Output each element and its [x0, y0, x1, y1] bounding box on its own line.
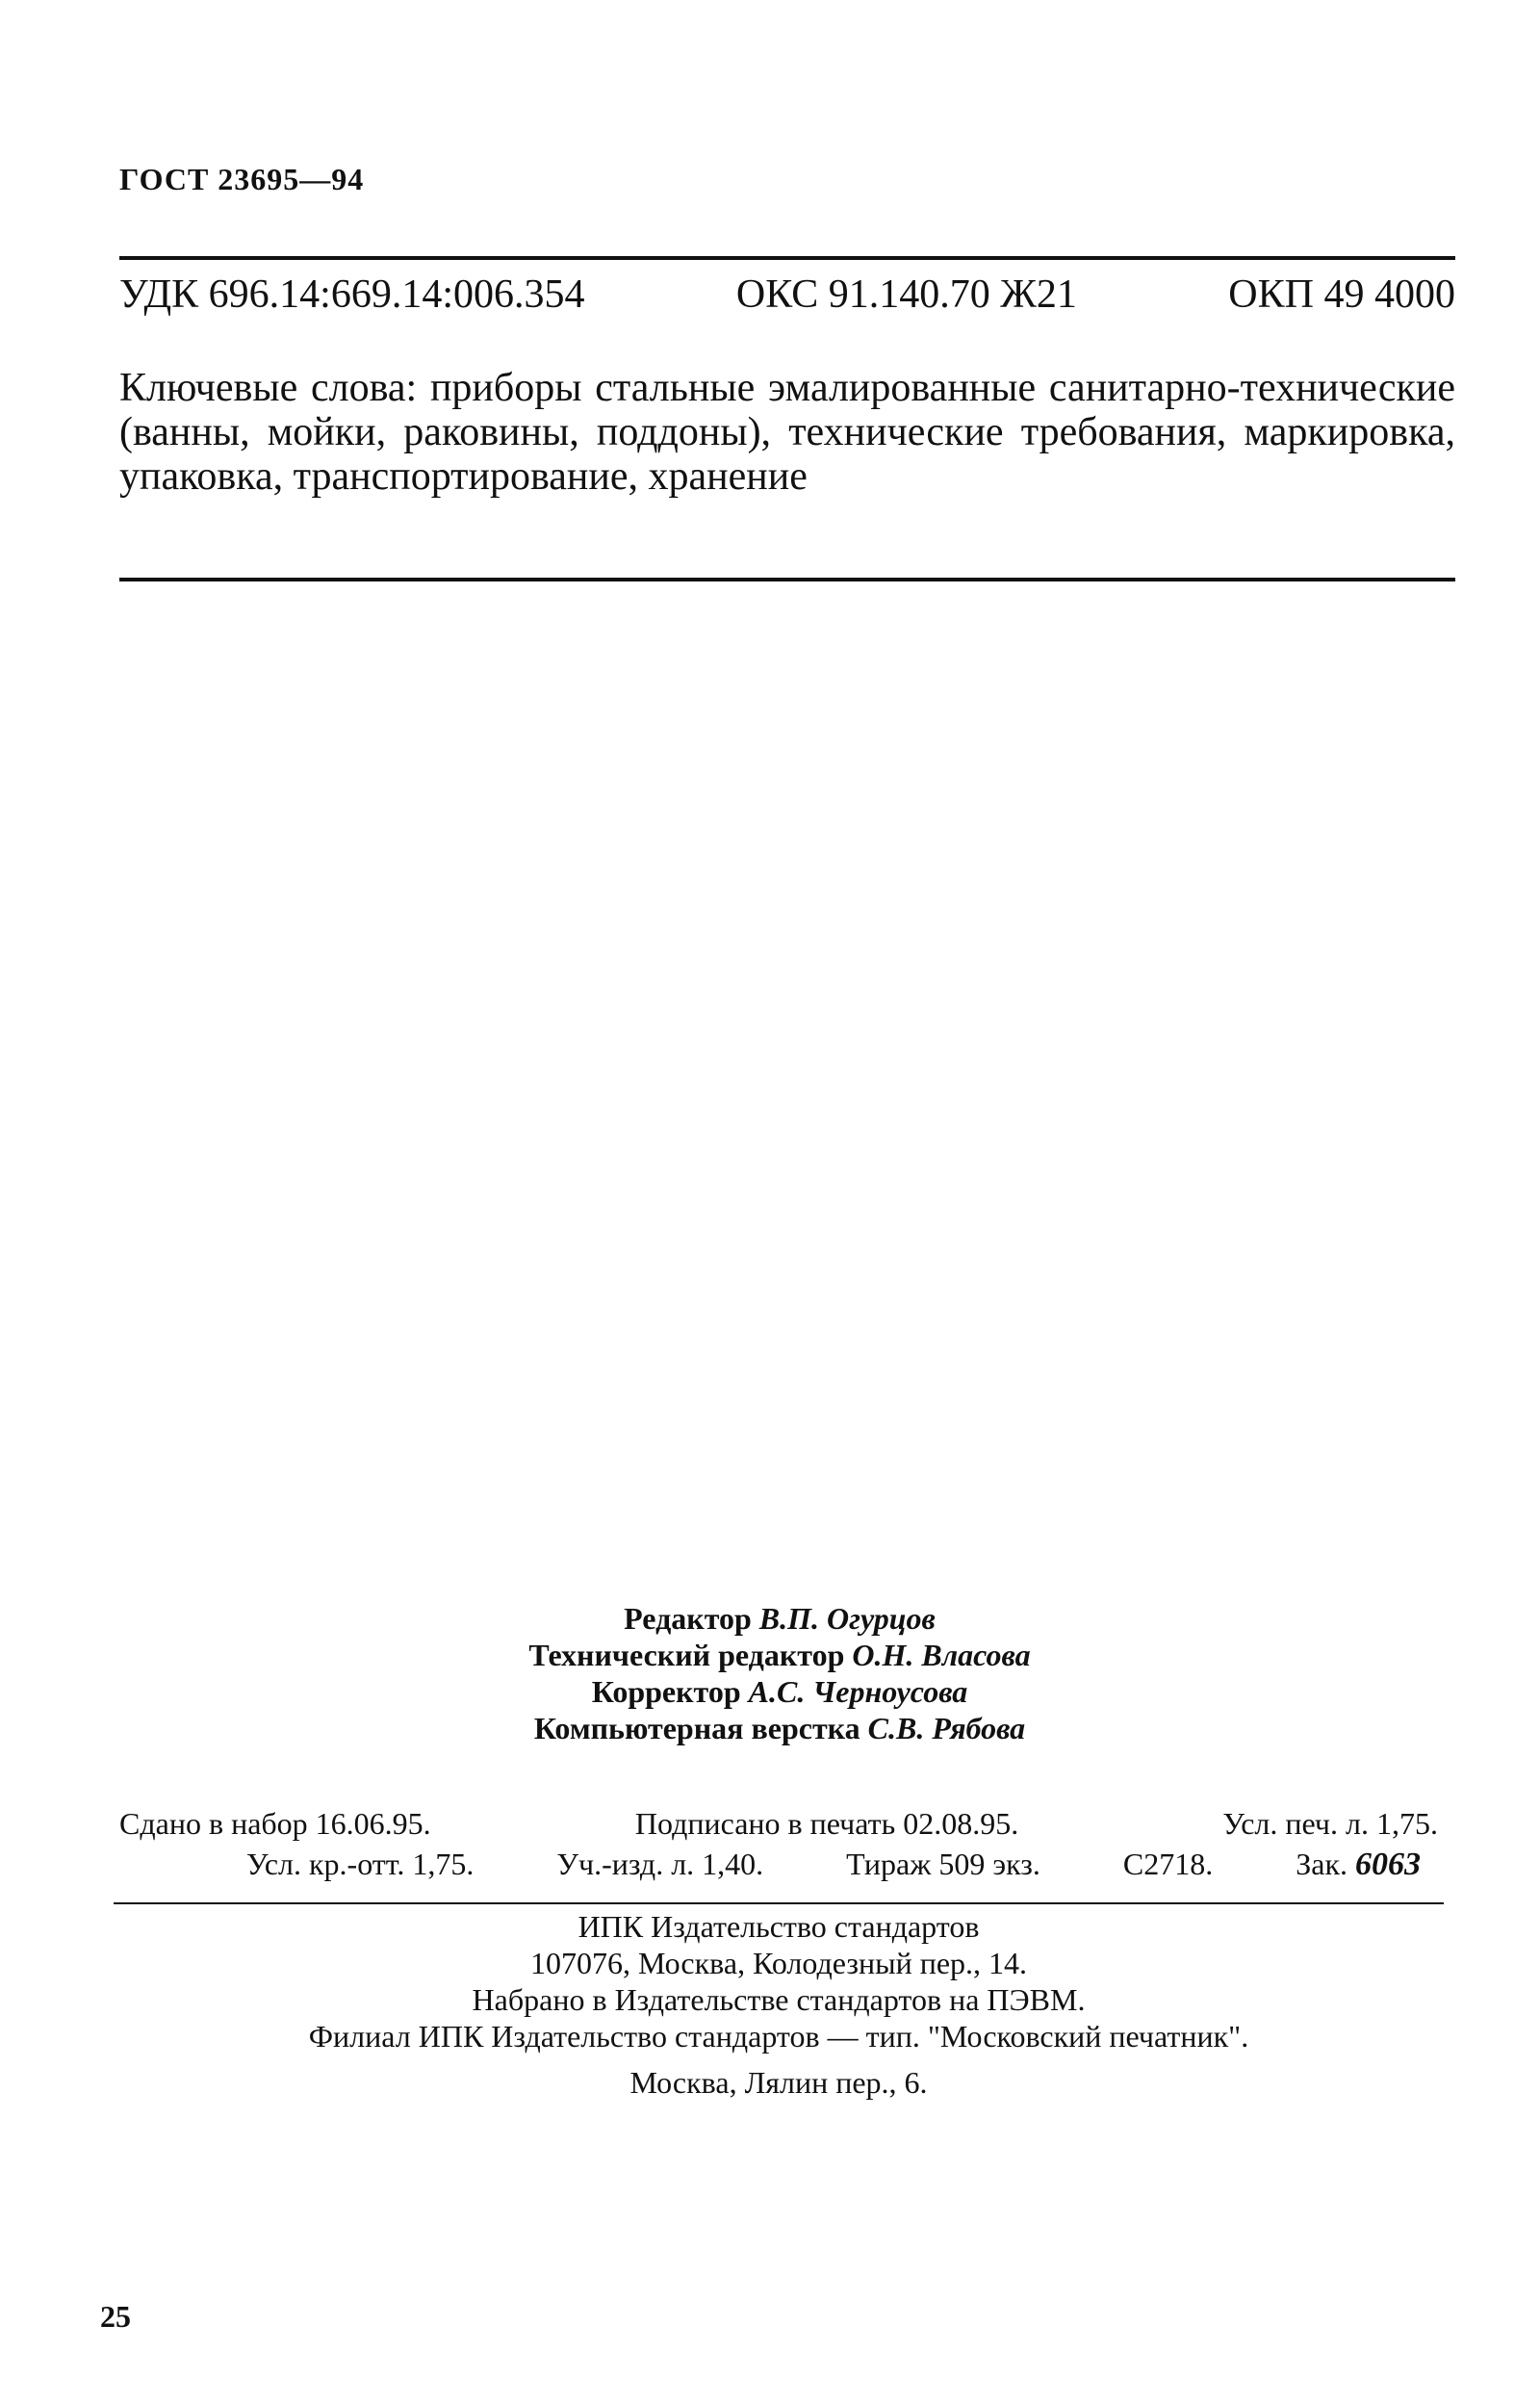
imprint-printer: Филиал ИПК Издательство стандартов — тип. "Московский печатник".: [308, 2019, 1249, 2054]
credit-layout: [481, 1710, 1078, 1746]
order-number-handwritten: 6063: [1354, 1847, 1421, 1882]
publisher-sheets: Уч.-изд. л. 1,40.: [556, 1847, 764, 1881]
imprint-block: [119, 1908, 1438, 2101]
imprint-address: 107076, Москва, Колодезный пер., 14.: [529, 1946, 1028, 1980]
standard-number: ГОСТ 23695—94: [119, 162, 365, 196]
okp-code: ОКП 49 4000: [1228, 272, 1455, 317]
catalog-code: С2718.: [1122, 1847, 1214, 1881]
credit-name: А.С. Черноусова: [748, 1674, 968, 1709]
color-impressions: Усл. кр.-отт. 1,75.: [246, 1847, 475, 1881]
credit-role: Редактор: [624, 1601, 752, 1636]
imprint-printer-address: Москва, Лялин пер., 6.: [629, 2065, 928, 2100]
oks-code: ОКС 91.140.70 Ж21: [735, 272, 1077, 317]
print-signed-date: Подписано в печать 02.08.95.: [634, 1806, 1019, 1841]
print-sheets: Усл. печ. л. 1,75.: [1222, 1806, 1438, 1841]
imprint-rule: [114, 1902, 1444, 1904]
classification-codes: [119, 271, 1455, 318]
credit-role: Технический редактор: [528, 1638, 845, 1672]
credit-editor: [481, 1600, 1078, 1637]
imprint-typeset: Набрано в Издательстве стандартов на ПЭВМ.: [472, 1982, 1086, 2017]
credit-role: Компьютерная верстка: [533, 1711, 860, 1745]
credit-name: В.П. Огурцов: [758, 1601, 936, 1636]
keywords-paragraph: Ключевые слова: приборы стальные эмалированные санитарно-технические (ванны, мойки, раковины, поддоны), технические требования, маркировка, упаковка, транспортирование, хранение: [119, 366, 1455, 499]
credit-tech-editor: [481, 1637, 1078, 1673]
credits-block: [481, 1600, 1078, 1746]
credit-role: Корректор: [591, 1674, 741, 1709]
credit-name: О.Н. Власова: [852, 1638, 1031, 1672]
publishing-line-2: [246, 1847, 1421, 1883]
page-number: 25: [100, 2299, 131, 2334]
udk-code: УДК 696.14:669.14:006.354: [119, 272, 585, 317]
credit-proofreader: [481, 1673, 1078, 1710]
order-label: Зак.: [1296, 1847, 1348, 1881]
typeset-date: Сдано в набор 16.06.95.: [119, 1806, 431, 1841]
top-rule: [119, 256, 1455, 260]
order: [1296, 1847, 1421, 1883]
credit-name: С.В. Рябова: [867, 1711, 1026, 1745]
keywords-rule: [119, 578, 1455, 581]
imprint-publisher: ИПК Издательство стандартов: [578, 1909, 980, 1944]
print-run: Тираж 509 экз.: [846, 1847, 1040, 1881]
publishing-line-1: [119, 1806, 1438, 1842]
